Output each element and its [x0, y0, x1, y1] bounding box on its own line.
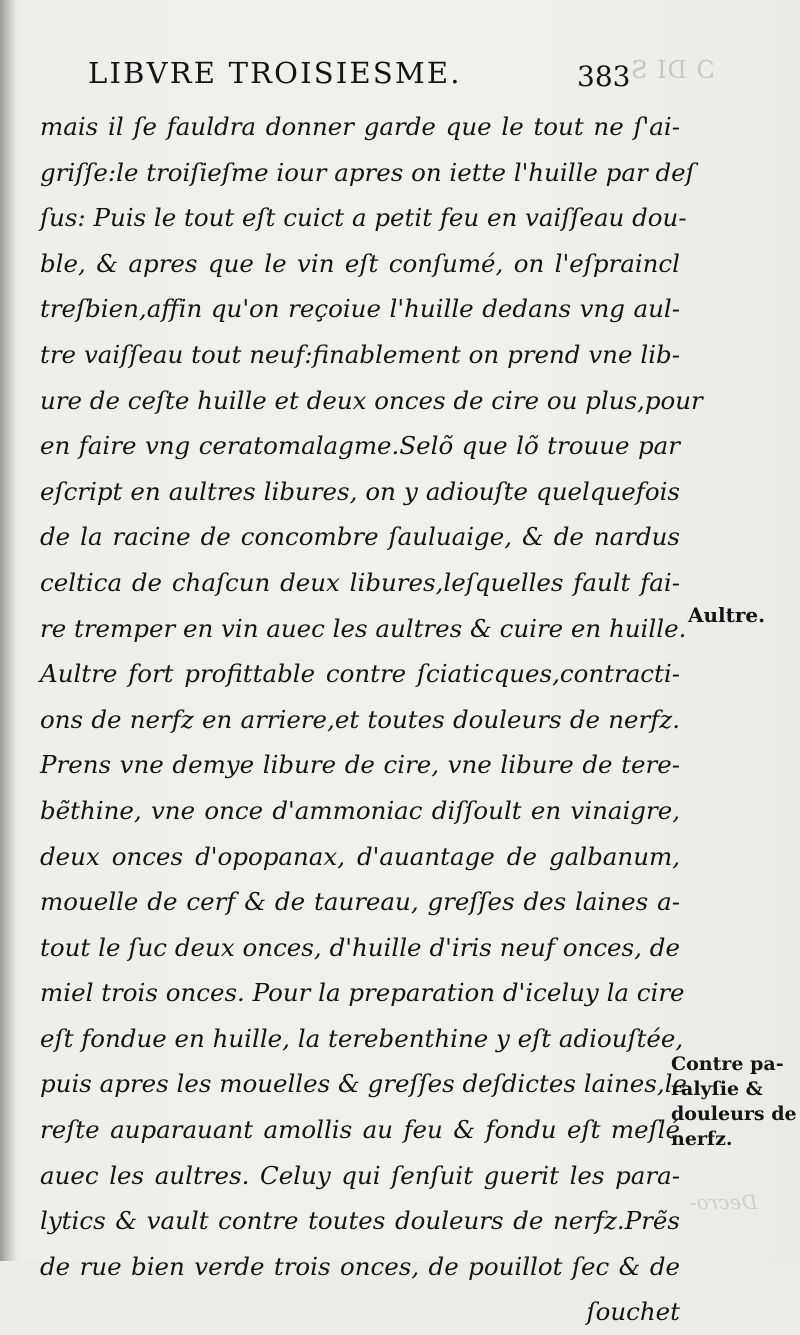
text-line: lytics & vault contre toutes douleurs de nerfz.Prẽs: [40, 1206, 680, 1236]
text-line: griſſe:le troiſieſme iour apres on iette l'huille par deſ: [40, 157, 695, 187]
body-text: [40, 104, 703, 1335]
text-line: eſt fondue en huille, la terebenthine y eſt adiouſtée,: [40, 1023, 684, 1053]
text-line: mouelle de cerf & de taureau, greſſes des laines a-: [40, 887, 680, 917]
text-line: de la racine de concombre ſauluaige, & de nardus: [40, 522, 680, 552]
text-line: tre vaiſſeau tout neuf:finablement on prend vne lib-: [40, 339, 680, 369]
gutter-shadow: [0, 0, 16, 1261]
text-line: re tremper en vin auec les aultres & cuire en huille.: [40, 613, 687, 643]
text-line: ure de ceſte huille et deux onces de cire ou plus,pour: [40, 385, 703, 415]
catchword: ſouchet: [586, 1297, 680, 1327]
margin-note-line: nerfz.: [671, 1128, 733, 1150]
running-head: LIBVRE TROISIESME.: [88, 56, 462, 90]
text-line: auec les aultres. Celuy qui ſenſuit guerit les para-: [40, 1160, 680, 1190]
text-line: Prens vne demye libure de cire, vne libure de tere-: [40, 750, 680, 780]
text-line: treſbien,affin qu'on reçoiue l'huille dedans vng aul-: [40, 294, 680, 324]
text-line: ſus: Puis le tout eſt cuict a petit feu en vaiſſeau dou-: [40, 203, 687, 233]
margin-note-aultre: Aultre.: [688, 603, 766, 627]
text-line: puis apres les mouelles & greſſes deſdictes laines,le: [40, 1069, 687, 1099]
text-line: reſte auparauant amollis au feu & fondu eſt meſlé: [40, 1115, 680, 1145]
margin-note-line: douleurs de: [671, 1103, 797, 1125]
margin-note-line: ralyſie &: [671, 1078, 763, 1100]
margin-note-contre-paralysie: [671, 1052, 796, 1152]
page-number: 383: [577, 60, 631, 93]
text-line: ble, & apres que le vin eſt conſumé, on l'eſpraincl: [40, 248, 680, 278]
text-line: eſcript en aultres libures, on y adiouſte quelquefois: [40, 476, 680, 506]
text-line: Aultre fort profittable contre ſciaticques,contracti-: [40, 659, 680, 689]
text-line: tout le ſuc deux onces, d'huille d'iris neuf onces, de: [40, 932, 680, 962]
show-through-text-bottom: Decro-: [690, 1190, 758, 1214]
text-line: celtica de chaſcun deux libures,leſquelles fault fai-: [40, 567, 680, 597]
margin-note-line: Contre pa-: [671, 1053, 784, 1075]
text-line: ons de nerfz en arriere,et toutes douleurs de nerfz.: [40, 704, 680, 734]
text-line: en faire vng ceratomalagme.Selõ que lõ trouue par: [40, 431, 680, 461]
text-line: miel trois onces. Pour la preparation d'iceluy la cire: [40, 978, 685, 1008]
text-line: mais il ſe fauldra donner garde que le tout ne ſ'ai-: [40, 112, 680, 141]
text-line: deux onces d'opopanax, d'auantage de galbanum,: [40, 841, 680, 871]
text-line: de rue bien verde trois onces, de pouillot ſec & de: [40, 1251, 680, 1281]
show-through-text: Ɔ DI S: [630, 56, 715, 84]
text-line: bẽthine, vne once d'ammoniac diſſoult en vinaigre,: [40, 795, 680, 825]
